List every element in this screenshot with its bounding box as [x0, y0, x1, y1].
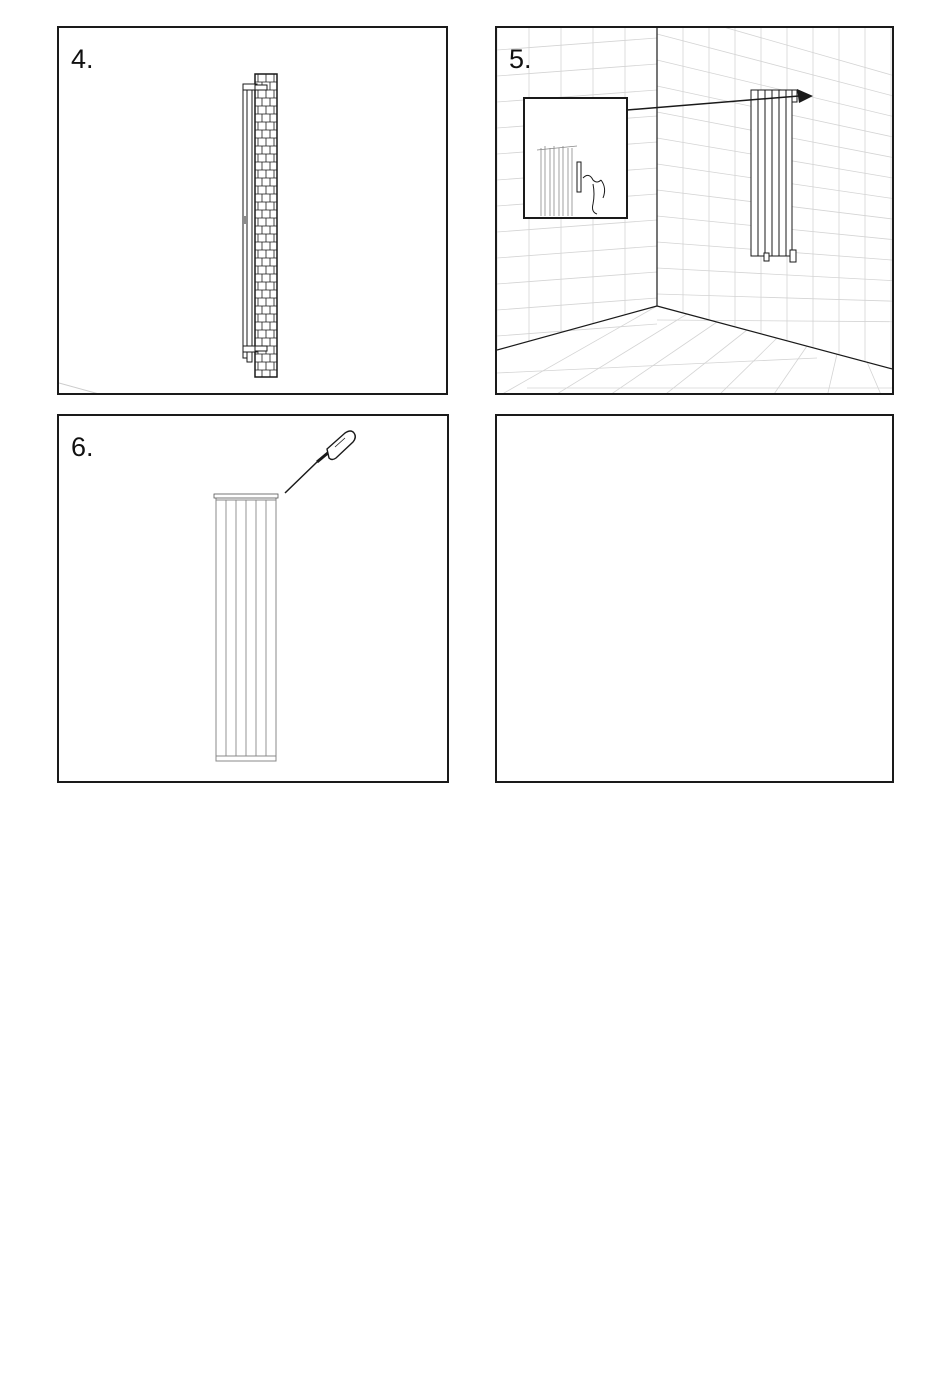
empty-panel: [495, 414, 894, 783]
step-4-label: 4.: [71, 44, 94, 74]
step-6-label: 6.: [71, 432, 94, 462]
step-5-panel: [495, 26, 894, 395]
step-5-label: 5.: [509, 44, 532, 74]
step-6-panel: [57, 414, 449, 783]
radiator-bleed-screwdriver-icon: [59, 416, 449, 783]
radiator-side-on-brick-wall-icon: [59, 28, 448, 395]
radiator-mounted-tiled-room-icon: [497, 28, 894, 395]
step-4-panel: [57, 26, 448, 395]
